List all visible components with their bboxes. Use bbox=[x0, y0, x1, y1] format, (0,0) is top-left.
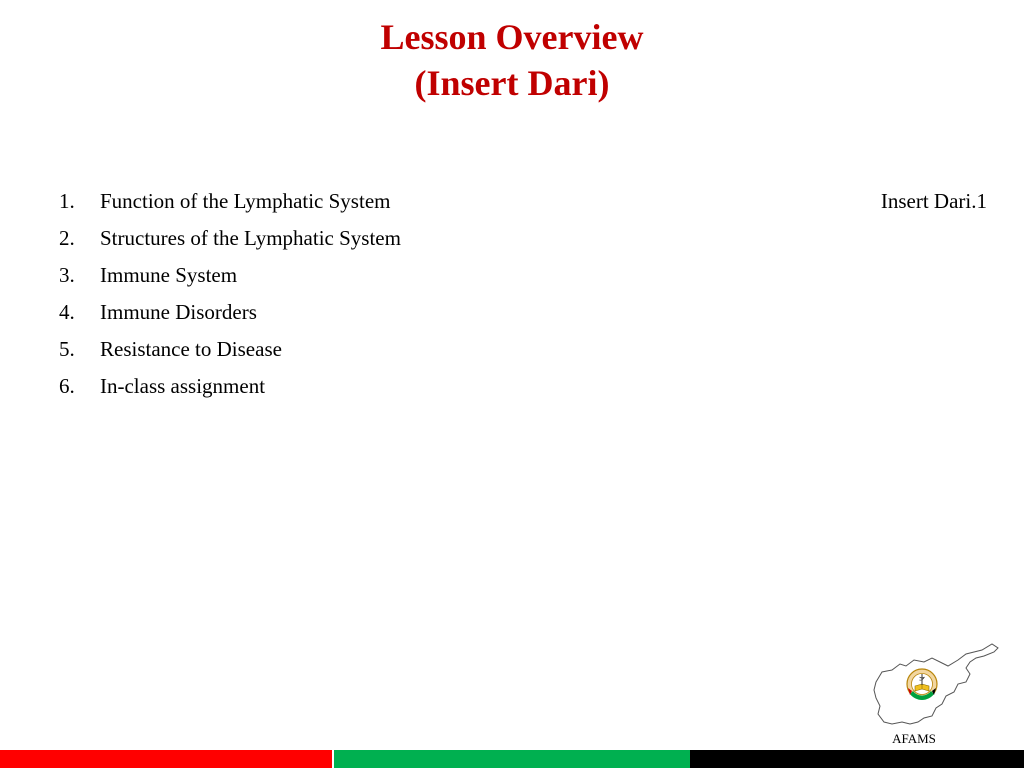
list-item bbox=[59, 368, 401, 405]
lesson-outline-list bbox=[59, 183, 401, 405]
list-item-label: Function of the Lymphatic System bbox=[100, 189, 391, 213]
list-item-number: 2. bbox=[59, 226, 75, 250]
list-item bbox=[59, 183, 401, 220]
slide-title-line-1: Lesson Overview bbox=[380, 17, 644, 57]
list-item bbox=[59, 331, 401, 368]
list-item bbox=[59, 220, 401, 257]
footer-stripe-black bbox=[690, 750, 1024, 768]
list-item-label: Immune Disorders bbox=[100, 300, 257, 324]
list-item-label: Resistance to Disease bbox=[100, 337, 282, 361]
list-item-label: In-class assignment bbox=[100, 374, 266, 398]
list-item-number: 6. bbox=[59, 374, 75, 398]
slide-title bbox=[0, 14, 1024, 106]
list-item-number: 1. bbox=[59, 189, 75, 213]
afams-logo bbox=[866, 636, 1002, 732]
footer-stripe-red bbox=[0, 750, 332, 768]
list-item-number: 3. bbox=[59, 263, 75, 287]
list-item bbox=[59, 257, 401, 294]
slide-title-line-2: (Insert Dari) bbox=[414, 63, 610, 103]
afghanistan-map-emblem-icon bbox=[866, 636, 1002, 732]
list-item-number: 4. bbox=[59, 300, 75, 324]
list-item-label: Structures of the Lymphatic System bbox=[100, 226, 401, 250]
dari-placeholder-note: Insert Dari.1 bbox=[880, 189, 987, 213]
logo-caption: AFAMS bbox=[892, 731, 936, 746]
footer-stripe-green bbox=[334, 750, 690, 768]
list-item-label: Immune System bbox=[100, 263, 238, 287]
list-item bbox=[59, 294, 401, 331]
footer-flag-stripe bbox=[0, 750, 1024, 768]
list-item-number: 5. bbox=[59, 337, 75, 361]
